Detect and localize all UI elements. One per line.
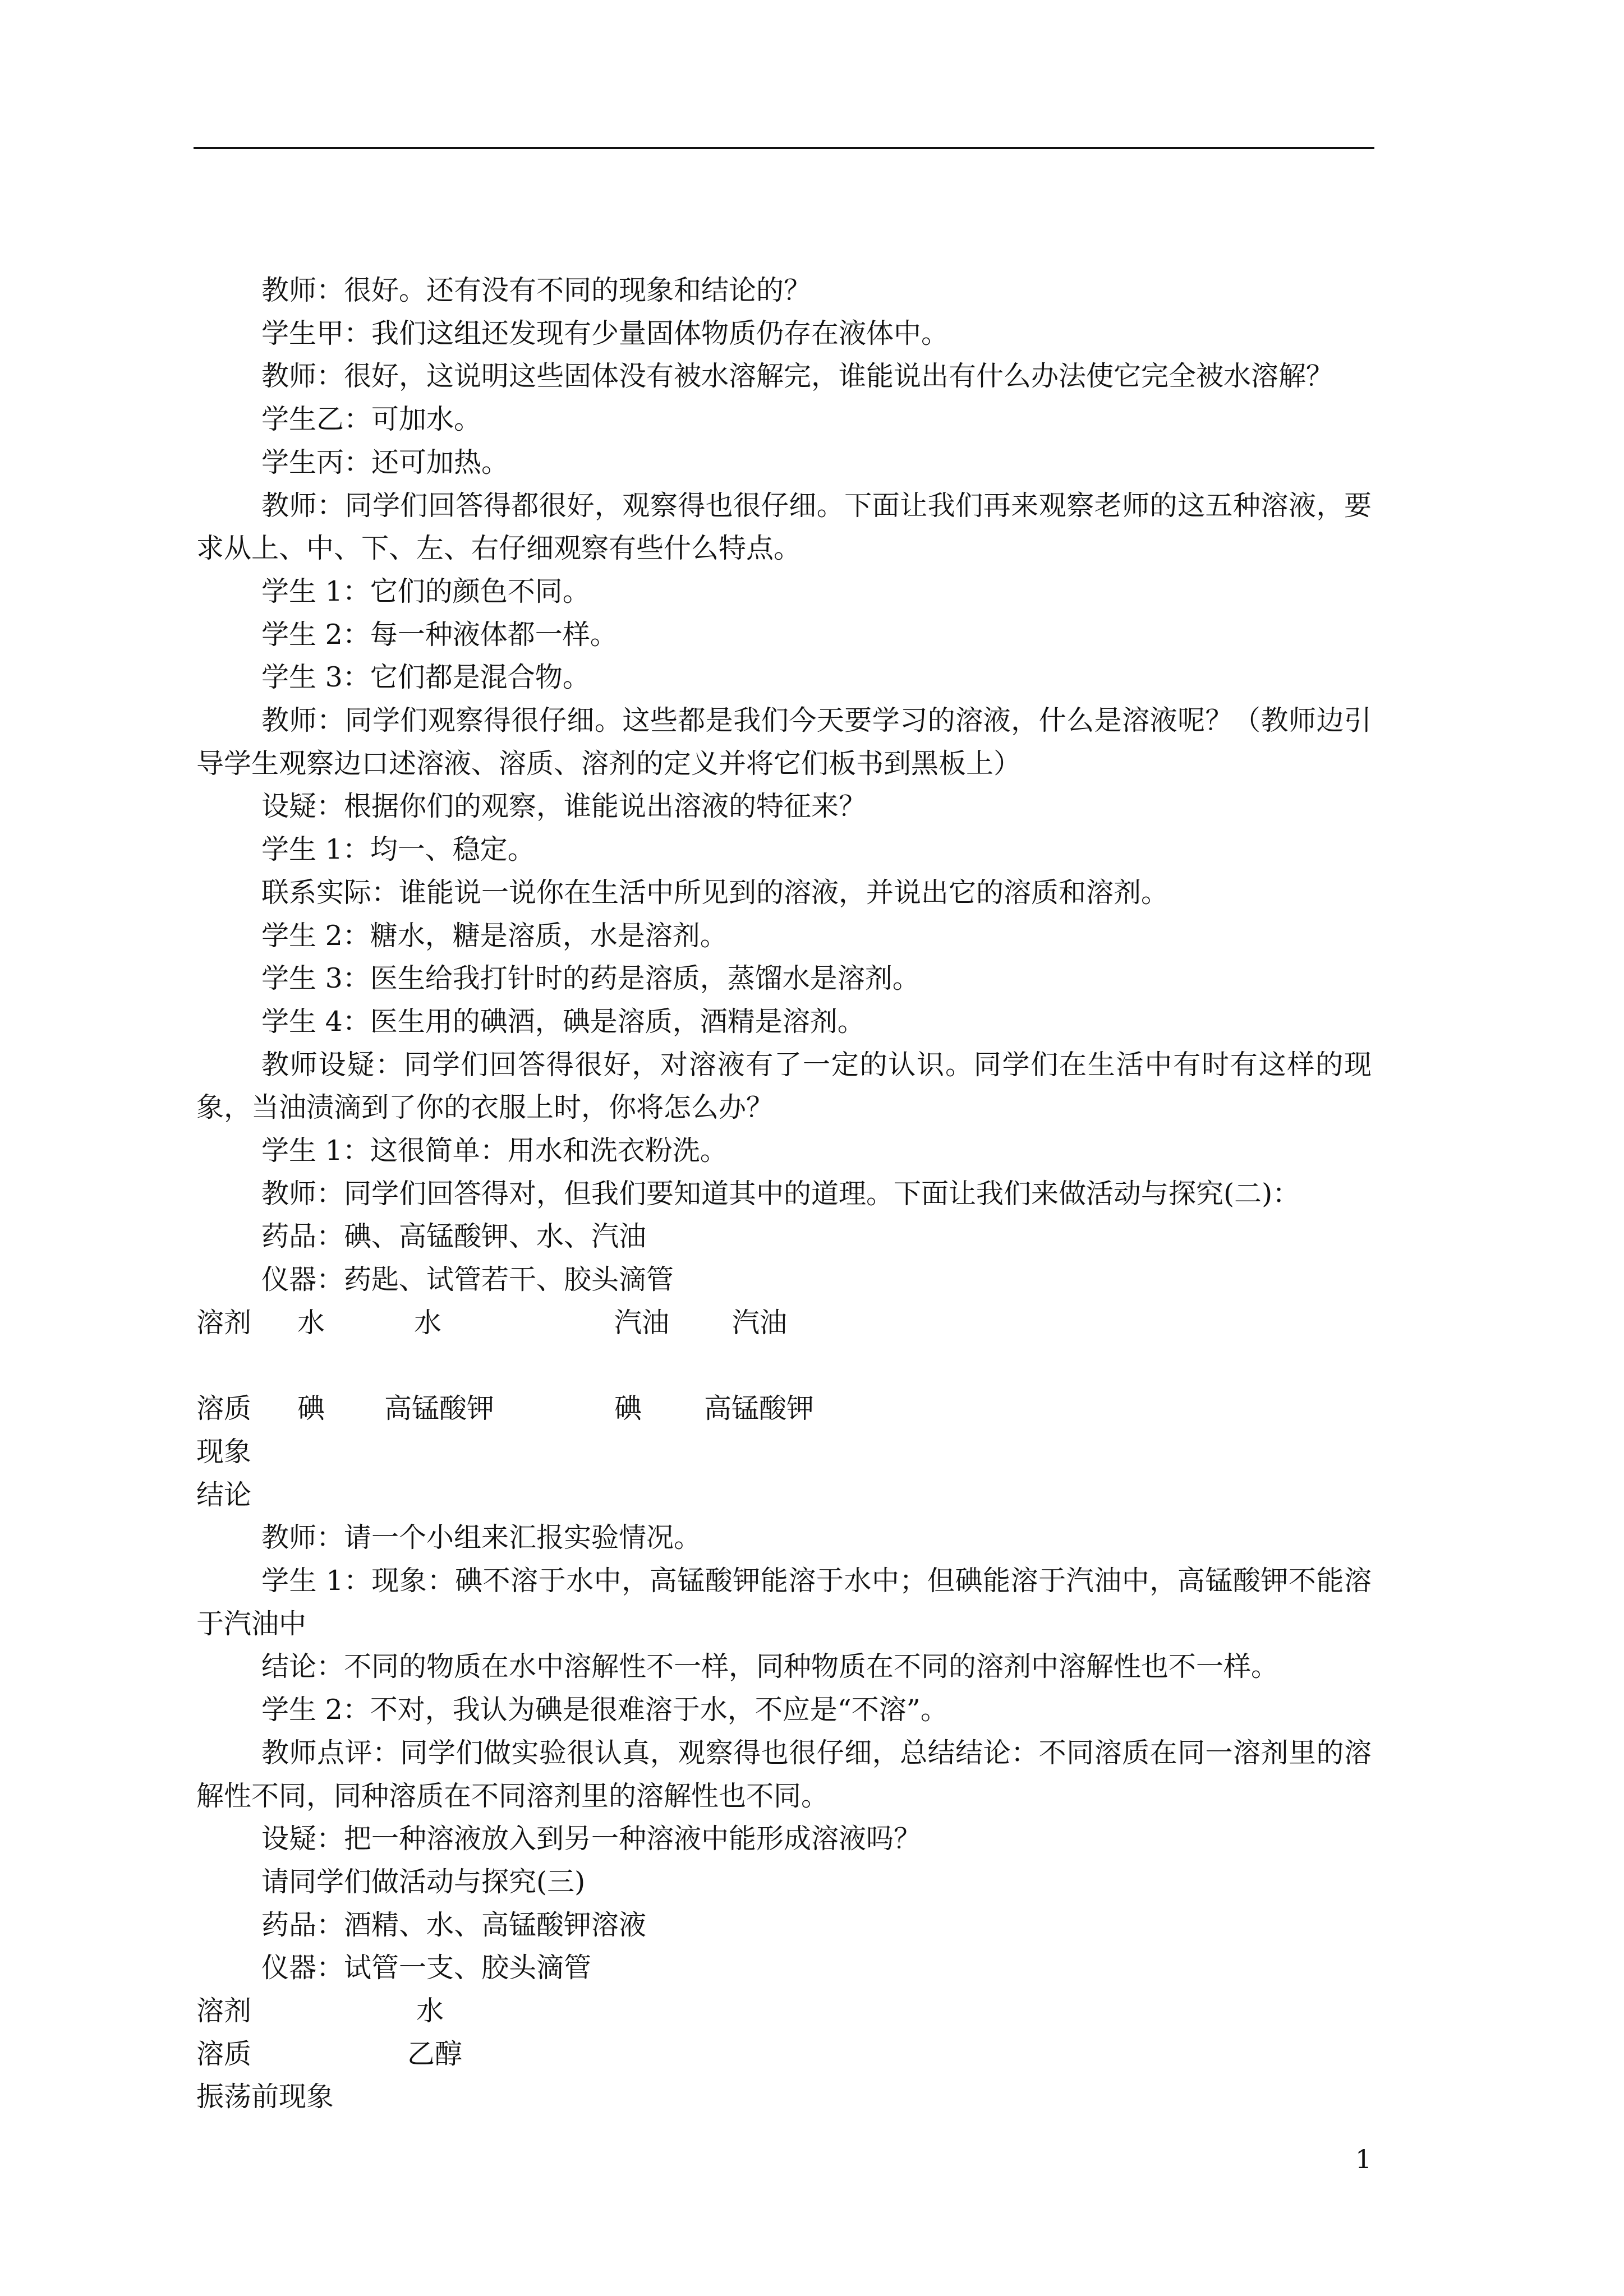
paragraph: 设疑：把一种溶液放入到另一种溶液中能形成溶液吗？ — [261, 1823, 922, 1855]
table1-phenomenon-row — [196, 1431, 1372, 1474]
paragraph: 请同学们做活动与探究(三) — [261, 1865, 586, 1898]
table1-solute-cell: 碘 — [297, 1393, 325, 1425]
paragraph: 教师：很好。还有没有不同的现象和结论的？ — [261, 274, 812, 306]
table1-solvent-label: 溶剂 — [196, 1306, 252, 1339]
table1-conclusion-row — [196, 1474, 1372, 1517]
paragraph: 结论：不同的物质在水中溶解性不一样，同种物质在不同的溶剂中溶解性也不一样。 — [261, 1650, 1279, 1683]
paragraph: 教师：同学们回答得都很好，观察得也很仔细。下面让我们再来观察老师的这五种溶液，要求从上、中、下、左、右仔细观察有些什么特点。 — [196, 489, 1372, 565]
paragraph: 学生 1：这很简单：用水和洗衣粉洗。 — [261, 1135, 728, 1167]
paragraph: 学生甲：我们这组还发现有少量固体物质仍存在液体中。 — [261, 317, 949, 349]
paragraph: 教师：同学们回答得对，但我们要知道其中的道理。下面让我们来做活动与探究(二)： — [261, 1177, 1300, 1210]
paragraph: 药品：碘、高锰酸钾、水、汽油 — [261, 1220, 647, 1253]
paragraph: 教师点评：同学们做实验很认真，观察得也很仔细，总结结论：不同溶质在同一溶剂里的溶解性不同，同种溶质在不同溶剂里的溶解性也不同。 — [196, 1736, 1372, 1812]
paragraph: 教师：同学们观察得很仔细。这些都是我们今天要学习的溶液，什么是溶液呢？（教师边引导学生观察边口述溶液、溶质、溶剂的定义并将它们板书到黑板上） — [196, 704, 1372, 780]
paragraph: 学生 2：不对，我认为碘是很难溶于水，不应是“不溶”。 — [261, 1694, 948, 1726]
table1-solute-cell: 碘 — [614, 1393, 642, 1425]
paragraph: 学生乙：可加水。 — [261, 403, 482, 436]
table1-solute-label: 溶质 — [196, 1393, 252, 1425]
table1-solvent-row — [196, 1302, 1372, 1345]
paragraph: 药品：酒精、水、高锰酸钾溶液 — [261, 1908, 647, 1941]
table1-solvent-cell: 汽油 — [614, 1306, 670, 1339]
paragraph: 学生丙：还可加热。 — [261, 446, 509, 478]
table1-solvent-cell: 水 — [297, 1306, 325, 1339]
table1-solute-cell: 高锰酸钾 — [384, 1393, 495, 1425]
paragraph: 仪器：药匙、试管若干、胶头滴管 — [261, 1264, 674, 1296]
paragraph: 学生 1：现象：碘不溶于水中，高锰酸钾能溶于水中；但碘能溶于汽油中，高锰酸钾不能溶于汽油中 — [196, 1565, 1372, 1640]
table2-solvent-cell: 水 — [416, 1995, 444, 2027]
paragraph: 学生 3：医生给我打针时的药是溶质，蒸馏水是溶剂。 — [261, 962, 920, 995]
table1-solvent-cell: 水 — [414, 1306, 442, 1339]
table1-solute-cell: 高锰酸钾 — [704, 1393, 815, 1425]
table2-solute-cell: 乙醇 — [407, 2037, 463, 2070]
paragraph: 学生 1：它们的颜色不同。 — [261, 575, 590, 607]
paragraph: 学生 2：糖水，糖是溶质，水是溶剂。 — [261, 919, 728, 952]
table2-solute-label: 溶质 — [196, 2037, 252, 2070]
paragraph: 学生 4：医生用的碘酒，碘是溶质，酒精是溶剂。 — [261, 1005, 865, 1038]
header-rule — [194, 147, 1374, 149]
paragraph: 联系实际：谁能说一说你在生活中所见到的溶液，并说出它的溶质和溶剂。 — [261, 876, 1169, 909]
table1-phenomenon-label: 现象 — [196, 1435, 252, 1468]
table1-solute-row — [196, 1387, 1372, 1431]
page-number: 1 — [1355, 2144, 1372, 2174]
table1-conclusion-label: 结论 — [196, 1478, 252, 1511]
paragraph: 教师：很好，这说明这些固体没有被水溶解完，谁能说出有什么办法使它完全被水溶解？ — [261, 360, 1334, 393]
document-body — [196, 269, 1372, 2119]
table1-spacer — [196, 1345, 1372, 1388]
table1-solvent-cell: 汽油 — [732, 1306, 788, 1339]
table2-solvent-label: 溶剂 — [196, 1995, 252, 2027]
paragraph: 学生 3：它们都是混合物。 — [261, 661, 590, 694]
table2-before-label: 振荡前现象 — [196, 2081, 334, 2113]
paragraph: 仪器：试管一支、胶头滴管 — [261, 1952, 592, 1984]
table2-before-row — [196, 2076, 1372, 2119]
paragraph: 学生 2：每一种液体都一样。 — [261, 618, 618, 651]
paragraph: 学生 1：均一、稳定。 — [261, 833, 535, 866]
table2-solvent-row — [196, 1990, 1372, 2033]
paragraph: 教师设疑：同学们回答得很好，对溶液有了一定的认识。同学们在生活中有时有这样的现象，当油渍滴到了你的衣服上时，你将怎么办？ — [196, 1048, 1372, 1124]
table2-solute-row — [196, 2033, 1372, 2076]
paragraph: 设疑：根据你们的观察，谁能说出溶液的特征来？ — [261, 790, 867, 823]
paragraph: 教师：请一个小组来汇报实验情况。 — [261, 1522, 702, 1554]
